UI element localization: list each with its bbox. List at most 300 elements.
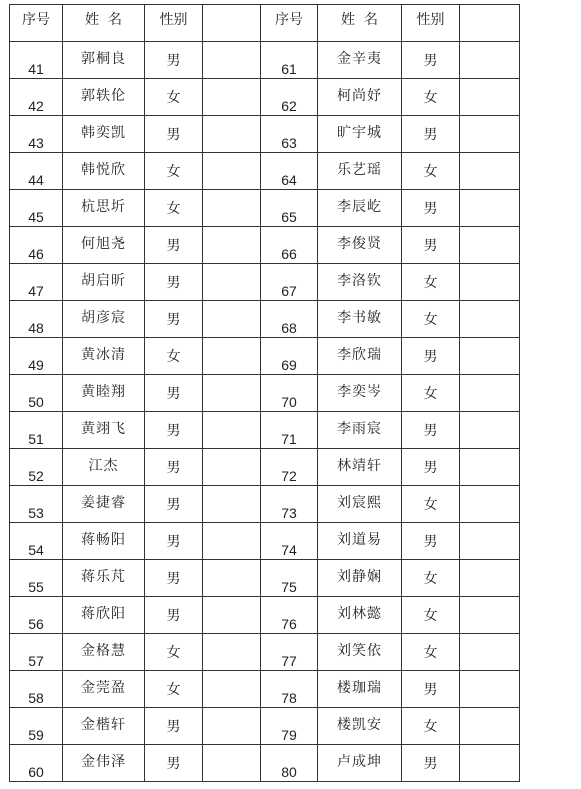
student-name-text: 金楷轩 (81, 717, 126, 733)
student-gender-text: 女 (423, 312, 438, 328)
student-name (63, 338, 145, 375)
student-gender (402, 449, 460, 486)
row-number-text: 70 (281, 394, 297, 410)
student-gender (145, 116, 203, 153)
blank-cell (203, 264, 261, 301)
row-number (10, 486, 63, 523)
student-name-text: 乐艺瑶 (337, 162, 382, 178)
row-number (10, 634, 63, 671)
student-gender-text: 男 (166, 312, 181, 328)
row-number-text: 58 (28, 690, 44, 706)
student-gender-text: 男 (423, 534, 438, 550)
student-gender-text: 女 (166, 201, 181, 217)
student-gender (402, 338, 460, 375)
student-gender (145, 264, 203, 301)
row-number (261, 227, 318, 264)
student-gender-text: 男 (166, 275, 181, 291)
student-name-text: 黄冰清 (81, 347, 126, 363)
row-number-text: 71 (281, 431, 297, 447)
blank-cell (203, 42, 261, 79)
header-number-right: 序号 (261, 5, 318, 42)
blank-cell (203, 338, 261, 375)
row-number-text: 66 (281, 246, 297, 262)
student-name (318, 634, 402, 671)
blank-cell (203, 708, 261, 745)
blank-cell (460, 227, 520, 264)
student-gender (145, 634, 203, 671)
row-number-text: 65 (281, 209, 297, 225)
row-number (10, 412, 63, 449)
student-name-text: 何旭尧 (81, 236, 126, 252)
student-name (63, 153, 145, 190)
row-number (261, 560, 318, 597)
student-gender (402, 375, 460, 412)
student-gender-text: 女 (423, 608, 438, 624)
blank-cell (460, 375, 520, 412)
student-gender-text: 女 (166, 645, 181, 661)
student-name (318, 449, 402, 486)
student-name-text: 郭轶伦 (81, 88, 126, 104)
student-gender-text: 女 (166, 164, 181, 180)
row-number-text: 52 (28, 468, 44, 484)
table-row (10, 190, 520, 227)
row-number-text: 43 (28, 135, 44, 151)
student-gender (145, 190, 203, 227)
blank-cell (203, 375, 261, 412)
student-gender (402, 523, 460, 560)
blank-cell (460, 42, 520, 79)
student-gender-text: 女 (423, 386, 438, 402)
row-number (261, 486, 318, 523)
blank-cell (203, 301, 261, 338)
student-gender-text: 男 (166, 460, 181, 476)
student-name (318, 227, 402, 264)
student-gender-text: 男 (166, 238, 181, 254)
table-row (10, 301, 520, 338)
student-name (63, 708, 145, 745)
row-number-text: 72 (281, 468, 297, 484)
row-number (10, 264, 63, 301)
row-number-text: 53 (28, 505, 44, 521)
row-number (10, 671, 63, 708)
student-gender (402, 634, 460, 671)
student-gender (402, 79, 460, 116)
student-name-text: 刘笑依 (337, 643, 382, 659)
student-gender (145, 79, 203, 116)
row-number (261, 523, 318, 560)
student-gender (145, 745, 203, 782)
blank-cell (203, 486, 261, 523)
row-number (261, 338, 318, 375)
student-gender (402, 708, 460, 745)
blank-cell (460, 153, 520, 190)
student-name (318, 745, 402, 782)
row-number (261, 412, 318, 449)
student-name (63, 412, 145, 449)
table-row (10, 449, 520, 486)
blank-cell (460, 597, 520, 634)
student-name-text: 李奕岑 (337, 384, 382, 400)
row-number (261, 42, 318, 79)
row-number-text: 67 (281, 283, 297, 299)
student-name (63, 116, 145, 153)
student-name-text: 杭思圻 (81, 199, 126, 215)
student-gender (145, 412, 203, 449)
row-number (261, 597, 318, 634)
student-name-text: 林靖轩 (337, 458, 382, 474)
student-name-text: 刘静娴 (337, 569, 382, 585)
student-name (318, 116, 402, 153)
header-gender-left: 性别 (145, 5, 203, 42)
row-number (10, 375, 63, 412)
header-name-right: 姓 名 (318, 5, 402, 42)
student-name (63, 227, 145, 264)
student-name-text: 楼凯安 (337, 717, 382, 733)
student-name (318, 79, 402, 116)
student-name (318, 412, 402, 449)
student-name (63, 634, 145, 671)
student-name-text: 江杰 (88, 458, 119, 474)
table-row (10, 116, 520, 153)
student-gender (402, 116, 460, 153)
student-gender (145, 708, 203, 745)
blank-cell (203, 412, 261, 449)
header-gender-right: 性别 (402, 5, 460, 42)
row-number (10, 153, 63, 190)
student-gender (402, 190, 460, 227)
row-number (10, 449, 63, 486)
table-row (10, 338, 520, 375)
student-gender-text: 男 (166, 53, 181, 69)
row-number-text: 77 (281, 653, 297, 669)
row-number (10, 745, 63, 782)
row-number-text: 74 (281, 542, 297, 558)
row-number (261, 671, 318, 708)
student-gender (145, 560, 203, 597)
row-number (261, 190, 318, 227)
blank-cell (203, 523, 261, 560)
row-number-text: 75 (281, 579, 297, 595)
student-gender-text: 男 (423, 127, 438, 143)
blank-cell (203, 153, 261, 190)
blank-cell (203, 449, 261, 486)
student-name (63, 745, 145, 782)
student-name-text: 韩悦欣 (81, 162, 126, 178)
blank-cell (460, 560, 520, 597)
student-gender (145, 486, 203, 523)
blank-cell (460, 116, 520, 153)
student-gender (402, 597, 460, 634)
table-row (10, 264, 520, 301)
student-name-text: 刘道易 (337, 532, 382, 548)
blank-cell (460, 449, 520, 486)
student-name (63, 190, 145, 227)
row-number (261, 153, 318, 190)
student-name-text: 楼珈瑞 (337, 680, 382, 696)
student-name-text: 郭桐良 (81, 51, 126, 67)
row-number-text: 78 (281, 690, 297, 706)
row-number-text: 42 (28, 98, 44, 114)
student-gender (145, 42, 203, 79)
student-name-text: 刘宸熙 (337, 495, 382, 511)
table-row (10, 560, 520, 597)
student-name-text: 旷宇城 (337, 125, 382, 141)
student-gender-text: 男 (423, 53, 438, 69)
table-row (10, 412, 520, 449)
row-number (10, 597, 63, 634)
blank-cell (203, 671, 261, 708)
header-name-left: 姓 名 (63, 5, 145, 42)
student-gender (145, 375, 203, 412)
student-gender (402, 227, 460, 264)
student-gender-text: 男 (166, 386, 181, 402)
row-number (10, 523, 63, 560)
blank-cell (460, 745, 520, 782)
row-number (261, 708, 318, 745)
student-name-text: 李雨宸 (337, 421, 382, 437)
student-gender-text: 女 (166, 682, 181, 698)
row-number-text: 63 (281, 135, 297, 151)
row-number (261, 301, 318, 338)
student-name (63, 560, 145, 597)
row-number (10, 338, 63, 375)
row-number-text: 76 (281, 616, 297, 632)
row-number-text: 41 (28, 61, 44, 77)
row-number (10, 79, 63, 116)
student-name-text: 李书敏 (337, 310, 382, 326)
student-name-text: 金格慧 (81, 643, 126, 659)
blank-cell (460, 190, 520, 227)
row-number-text: 49 (28, 357, 44, 373)
student-name (318, 153, 402, 190)
table-row (10, 523, 520, 560)
row-number (261, 264, 318, 301)
row-number-text: 79 (281, 727, 297, 743)
student-gender-text: 女 (423, 497, 438, 513)
student-name-text: 卢成坤 (337, 754, 382, 770)
blank-cell (203, 190, 261, 227)
student-gender-text: 男 (423, 201, 438, 217)
student-name (318, 523, 402, 560)
row-number-text: 47 (28, 283, 44, 299)
student-name-text: 李辰屹 (337, 199, 382, 215)
student-name (318, 338, 402, 375)
blank-cell (460, 708, 520, 745)
student-gender-text: 男 (166, 571, 181, 587)
student-name-text: 金辛夷 (337, 51, 382, 67)
student-gender-text: 男 (423, 756, 438, 772)
row-number-text: 60 (28, 764, 44, 780)
row-number-text: 45 (28, 209, 44, 225)
row-number-text: 80 (281, 764, 297, 780)
row-number (261, 745, 318, 782)
student-gender (402, 486, 460, 523)
student-gender-text: 女 (423, 719, 438, 735)
blank-cell (203, 634, 261, 671)
student-gender-text: 男 (166, 756, 181, 772)
blank-cell (460, 301, 520, 338)
student-gender (402, 264, 460, 301)
row-number-text: 51 (28, 431, 44, 447)
table-row (10, 486, 520, 523)
row-number-text: 69 (281, 357, 297, 373)
student-gender-text: 男 (166, 534, 181, 550)
row-number (10, 708, 63, 745)
student-name-text: 黄翊飞 (81, 421, 126, 437)
student-gender (145, 449, 203, 486)
row-number-text: 55 (28, 579, 44, 595)
student-gender (402, 153, 460, 190)
student-name (318, 375, 402, 412)
student-gender-text: 女 (166, 349, 181, 365)
student-name (63, 264, 145, 301)
blank-cell (460, 79, 520, 116)
row-number (261, 375, 318, 412)
student-name (318, 671, 402, 708)
row-number (10, 560, 63, 597)
row-number-text: 68 (281, 320, 297, 336)
student-name (63, 523, 145, 560)
table-row (10, 745, 520, 782)
student-name-text: 蒋畅阳 (81, 532, 126, 548)
row-number-text: 57 (28, 653, 44, 669)
student-gender-text: 女 (423, 164, 438, 180)
header-row (10, 5, 520, 42)
student-name (318, 42, 402, 79)
student-gender-text: 女 (166, 90, 181, 106)
student-gender-text: 男 (423, 423, 438, 439)
student-name (318, 708, 402, 745)
blank-cell (203, 227, 261, 264)
table-row (10, 597, 520, 634)
student-gender (145, 671, 203, 708)
student-name-text: 柯尚妤 (337, 88, 382, 104)
student-gender (402, 412, 460, 449)
student-name (63, 597, 145, 634)
row-number-text: 54 (28, 542, 44, 558)
student-gender-text: 女 (423, 571, 438, 587)
student-name (318, 301, 402, 338)
row-number-text: 50 (28, 394, 44, 410)
blank-cell (460, 634, 520, 671)
row-number (10, 301, 63, 338)
student-gender-text: 男 (166, 608, 181, 624)
table-row (10, 153, 520, 190)
student-name (63, 486, 145, 523)
student-gender-text: 女 (423, 90, 438, 106)
student-gender (145, 153, 203, 190)
student-gender-text: 男 (166, 127, 181, 143)
table-row (10, 79, 520, 116)
row-number (10, 116, 63, 153)
student-roster-table (9, 4, 520, 782)
student-gender (402, 745, 460, 782)
table-row (10, 42, 520, 79)
student-gender-text: 男 (423, 460, 438, 476)
blank-cell (460, 523, 520, 560)
student-name-text: 李洛钦 (337, 273, 382, 289)
blank-cell (203, 560, 261, 597)
student-name (63, 375, 145, 412)
student-name (318, 264, 402, 301)
blank-cell (460, 486, 520, 523)
student-name (63, 449, 145, 486)
row-number-text: 59 (28, 727, 44, 743)
student-name (318, 597, 402, 634)
student-name (63, 301, 145, 338)
student-name-text: 金莞盈 (81, 680, 126, 696)
row-number (10, 227, 63, 264)
row-number (10, 190, 63, 227)
table-row (10, 671, 520, 708)
student-name (63, 671, 145, 708)
student-gender (402, 560, 460, 597)
student-gender (145, 338, 203, 375)
student-name-text: 蒋乐芃 (81, 569, 126, 585)
student-gender-text: 男 (423, 238, 438, 254)
student-name-text: 姜捷睿 (81, 495, 126, 511)
row-number (261, 634, 318, 671)
blank-cell (203, 745, 261, 782)
header-blank-left (203, 5, 261, 42)
student-gender-text: 男 (423, 349, 438, 365)
student-gender-text: 女 (423, 645, 438, 661)
blank-cell (460, 671, 520, 708)
student-name (318, 486, 402, 523)
row-number-text: 64 (281, 172, 297, 188)
row-number (10, 42, 63, 79)
student-name-text: 李欣瑞 (337, 347, 382, 363)
student-name (318, 190, 402, 227)
row-number (261, 116, 318, 153)
student-name-text: 金伟泽 (81, 754, 126, 770)
header-blank-right (460, 5, 520, 42)
row-number-text: 44 (28, 172, 44, 188)
student-gender (145, 301, 203, 338)
student-name-text: 蒋欣阳 (81, 606, 126, 622)
blank-cell (460, 412, 520, 449)
roster-body (10, 42, 520, 782)
table-row (10, 375, 520, 412)
student-name (63, 79, 145, 116)
header-number-left: 序号 (10, 5, 63, 42)
row-number (261, 449, 318, 486)
student-gender (402, 42, 460, 79)
row-number-text: 61 (281, 61, 297, 77)
blank-cell (203, 597, 261, 634)
row-number-text: 73 (281, 505, 297, 521)
row-number-text: 48 (28, 320, 44, 336)
student-name-text: 刘林懿 (337, 606, 382, 622)
student-gender-text: 男 (166, 423, 181, 439)
row-number-text: 56 (28, 616, 44, 632)
blank-cell (203, 79, 261, 116)
student-name-text: 胡彦宸 (81, 310, 126, 326)
student-gender (402, 301, 460, 338)
blank-cell (203, 116, 261, 153)
student-gender (145, 523, 203, 560)
student-name-text: 李俊贤 (337, 236, 382, 252)
student-gender (145, 597, 203, 634)
student-gender-text: 男 (423, 682, 438, 698)
table-row (10, 634, 520, 671)
student-name-text: 黄睦翔 (81, 384, 126, 400)
student-name-text: 胡启昕 (81, 273, 126, 289)
student-name (63, 42, 145, 79)
blank-cell (460, 264, 520, 301)
row-number (261, 79, 318, 116)
student-name-text: 韩奕凯 (81, 125, 126, 141)
